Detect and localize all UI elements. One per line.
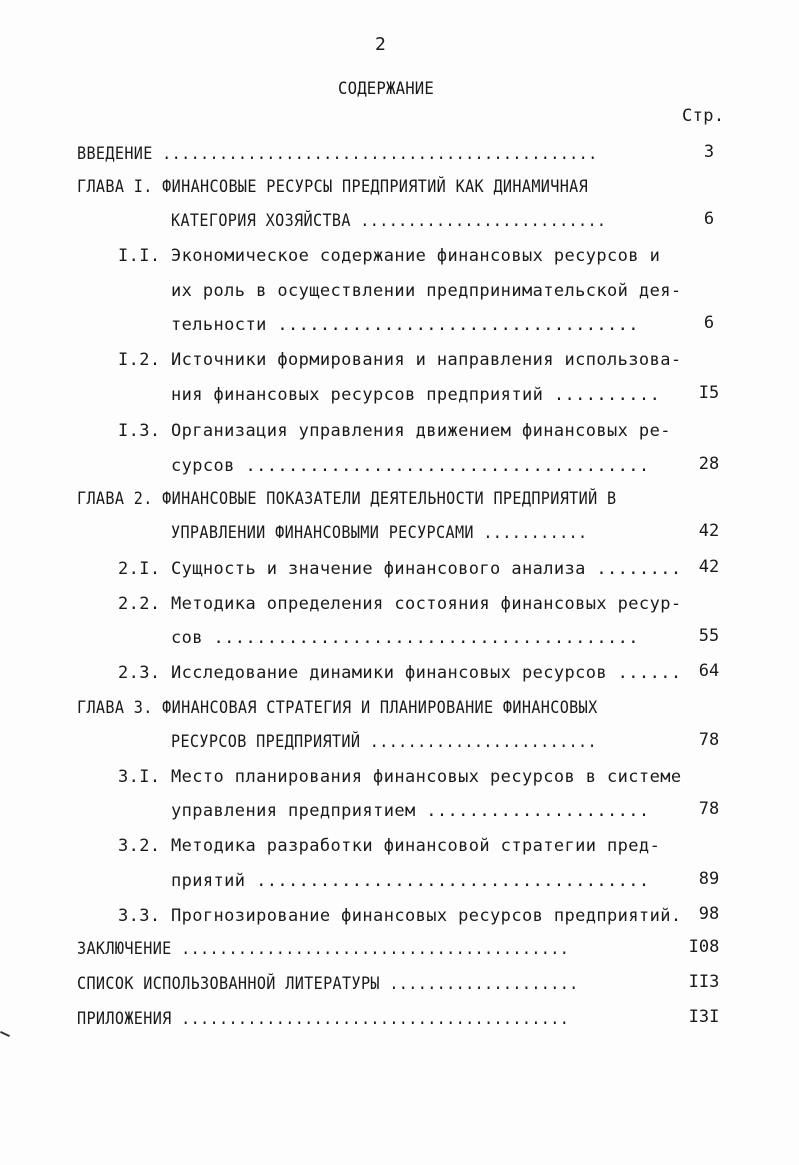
toc-page-number: 6	[703, 313, 715, 333]
toc-chapter-2-title-cont: УПРАВЛЕНИИ ФИНАНСОВЫМИ РЕСУРСАМИ ...........	[171, 523, 588, 543]
toc-page-number: 78	[698, 799, 720, 819]
toc-section-number: 3.2.	[118, 836, 161, 856]
toc-page-number: 3	[703, 142, 715, 162]
toc-entry-bibliography: СПИСОК ИСПОЛЬЗОВАННОЙ ЛИТЕРАТУРЫ ....................	[77, 974, 579, 994]
toc-page-number: 98	[698, 904, 720, 924]
toc-page-number: 42	[698, 521, 720, 541]
toc-chapter-3-title-cont: РЕСУРСОВ ПРЕДПРИЯТИЙ ........................	[171, 732, 597, 752]
toc-chapter-1-title-cont: КАТЕГОРИЯ ХОЗЯЙСТВА ..........................	[171, 211, 607, 231]
toc-section-number: 2.I.	[118, 559, 161, 579]
toc-section-3-3-title: Прогнозирование финансовых ресурсов предприятий.	[171, 906, 682, 926]
toc-entry-conclusion: ЗАКЛЮЧЕНИЕ .........................................	[77, 939, 570, 959]
toc-section-number: I.I.	[118, 246, 161, 266]
toc-section-3-1-title: Место планирования финансовых ресурсов в системе	[171, 767, 682, 787]
toc-section-3-2-title-cont: приятий .....................................	[171, 871, 650, 891]
toc-section-1-3-title: Организация управления движением финансовых ре-	[171, 421, 671, 441]
toc-section-number: I.2.	[118, 350, 161, 370]
toc-section-number: 2.2.	[118, 594, 161, 614]
page-title: СОДЕРЖАНИЕ	[338, 79, 435, 99]
toc-page-number: 78	[698, 730, 720, 750]
toc-section-2-3-title: Исследование динамики финансовых ресурсов ......	[171, 663, 682, 683]
toc-section-number: 3.3.	[118, 906, 161, 926]
toc-page-number: I3I	[688, 1007, 720, 1027]
page-column-header: Стр.	[682, 106, 725, 126]
toc-section-2-1-title: Сущность и значение финансового анализа ........	[171, 559, 682, 579]
toc-section-2-2-title-cont: сов ........................................	[171, 628, 639, 648]
toc-section-1-2-title-cont: ния финансовых ресурсов предприятий ..........	[171, 385, 661, 405]
toc-page-number: I5	[698, 383, 720, 403]
toc-entry-introduction: ВВЕДЕНИЕ ..............................................	[77, 144, 598, 164]
toc-page-number: 42	[698, 557, 720, 577]
toc-chapter-3-title: ГЛАВА 3. ФИНАНСОВАЯ СТРАТЕГИЯ И ПЛАНИРОВАНИЕ ФИНАНСОВЫХ	[77, 698, 598, 718]
margin-pen-mark	[0, 1031, 10, 1037]
toc-page-number: 6	[703, 209, 715, 229]
toc-section-1-1-title: Экономическое содержание финансовых ресурсов и	[171, 246, 661, 266]
toc-section-2-2-title: Методика определения состояния финансовых ресур-	[171, 594, 682, 614]
toc-page-number: 55	[698, 626, 720, 646]
toc-section-number: 2.3.	[118, 663, 161, 683]
toc-section-1-1-title-cont: тельности ..................................	[171, 315, 639, 335]
toc-page-number: 64	[698, 661, 720, 681]
toc-section-3-1-title-cont: управления предприятием .....................	[171, 801, 650, 821]
toc-page-number: 89	[698, 869, 720, 889]
toc-section-3-2-title: Методика разработки финансовой стратегии пред-	[171, 836, 661, 856]
toc-section-1-2-title: Источники формирования и направления использова-	[171, 350, 682, 370]
toc-section-1-1-title-cont: их роль в осуществлении предпринимательской дея-	[171, 281, 682, 301]
toc-section-number: 3.I.	[118, 767, 161, 787]
toc-page-number: II3	[688, 972, 720, 992]
toc-chapter-2-title: ГЛАВА 2. ФИНАНСОВЫЕ ПОКАЗАТЕЛИ ДЕЯТЕЛЬНОСТИ ПРЕДПРИЯТИЙ В	[77, 489, 617, 509]
toc-section-number: I.3.	[118, 421, 161, 441]
toc-page-number: 28	[698, 454, 720, 474]
toc-page-number: I08	[688, 937, 720, 957]
toc-entry-appendices: ПРИЛОЖЕНИЯ .........................................	[77, 1009, 570, 1029]
toc-chapter-1-title: ГЛАВА I. ФИНАНСОВЫЕ РЕСУРСЫ ПРЕДПРИЯТИЙ КАК ДИНАМИЧНАЯ	[77, 177, 589, 197]
page-number: 2	[375, 34, 387, 55]
toc-section-1-3-title-cont: сурсов ......................................	[171, 456, 650, 476]
